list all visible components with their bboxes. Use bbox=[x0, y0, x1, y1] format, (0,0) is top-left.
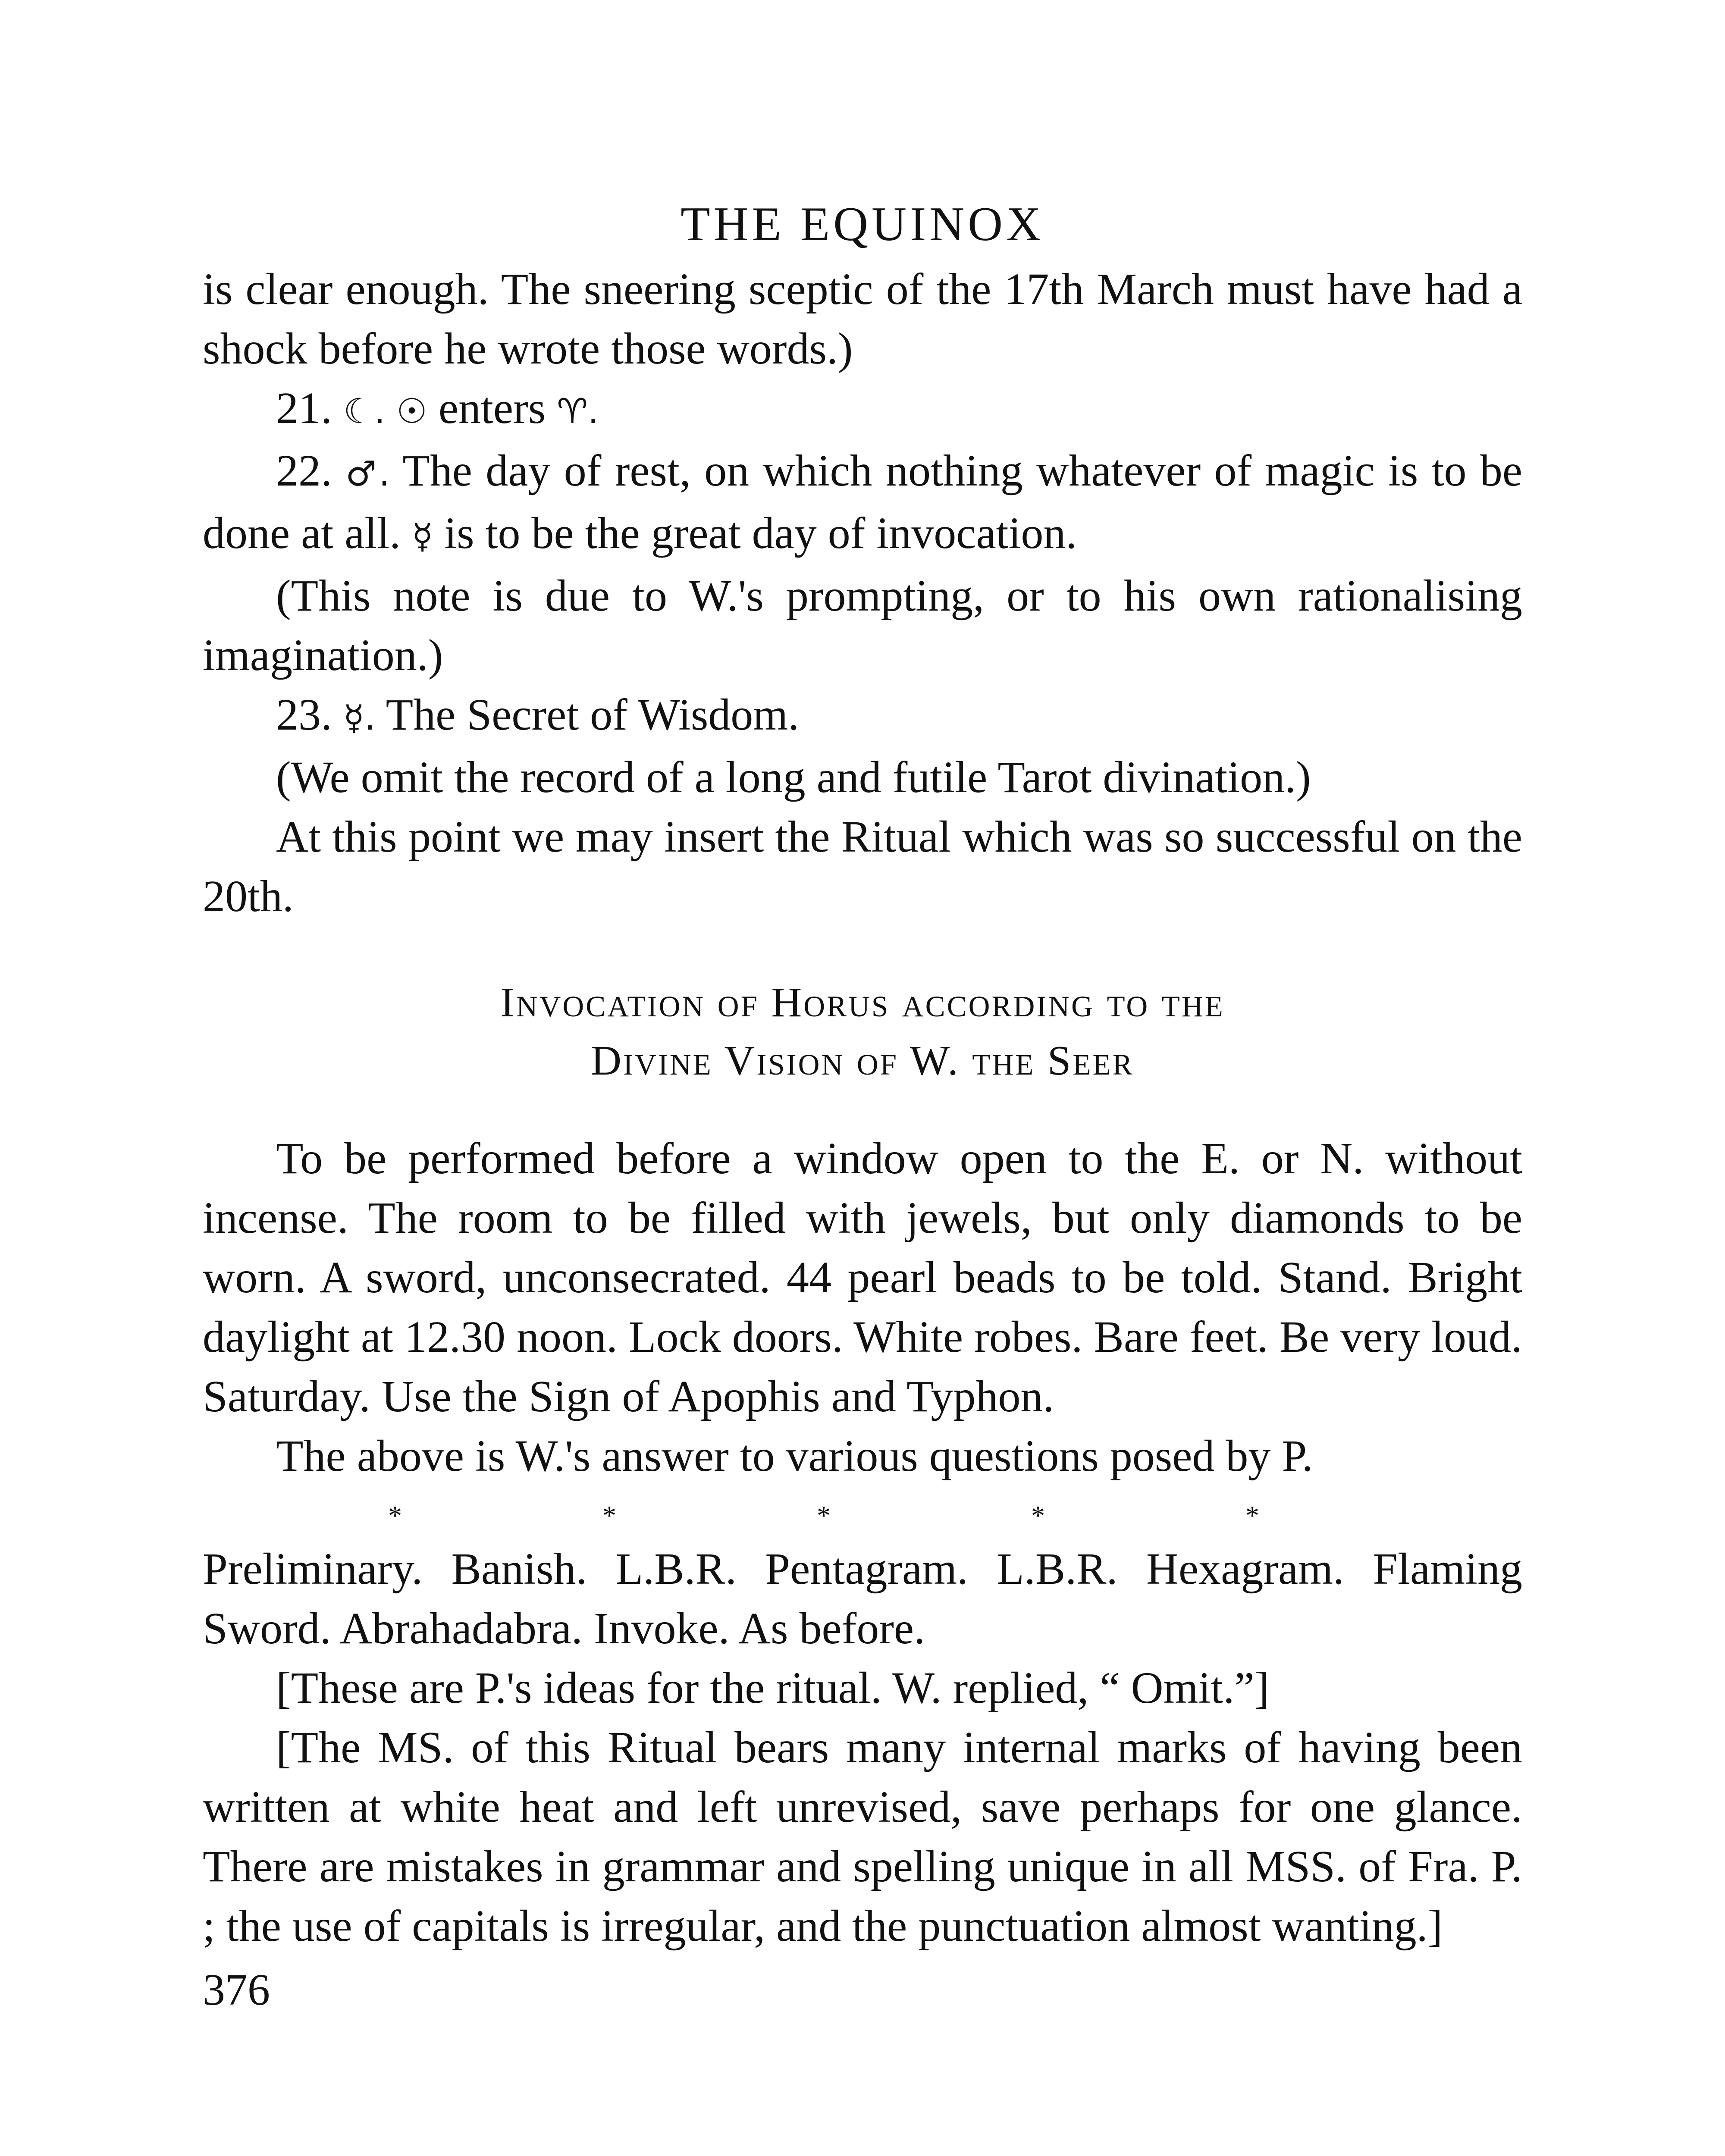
moon-icon: ☾. bbox=[343, 391, 386, 431]
asterisk-icon: * bbox=[1245, 1500, 1259, 1531]
entry-number: 22. bbox=[276, 446, 332, 495]
asterisk-icon: * bbox=[1031, 1500, 1045, 1531]
mars-icon: ♂. bbox=[345, 454, 390, 494]
entry-text: enters bbox=[438, 383, 546, 433]
mercury-icon: ☿. bbox=[343, 698, 376, 738]
mercury-icon: ☿ bbox=[412, 516, 433, 556]
section-heading bbox=[203, 974, 1522, 1090]
section-break bbox=[388, 1492, 1259, 1539]
entry-22 bbox=[203, 441, 1522, 566]
sun-icon: ☉ bbox=[396, 391, 427, 431]
paragraph-perform: To be performed before a window open to the E. or N. without incense. The room to be filled with jewels, but only diamonds to be worn. A sword, unconsecrated. 44 pearl beads to be told. Stand. Bright daylight at 12.30 noon. Lock doors. White robes. Bare feet. Be very loud. Saturday. Use the Sign of Apophis and Typhon. bbox=[203, 1134, 1522, 1421]
asterisk-icon: * bbox=[602, 1500, 616, 1531]
entry-23 bbox=[203, 685, 1522, 748]
paragraph-note: (This note is due to W.'s prompting, or to his own rationalising imagination.) bbox=[203, 571, 1522, 680]
entry-number: 21. bbox=[276, 383, 332, 433]
entry-text: is to be the great day of invocation. bbox=[444, 508, 1077, 558]
entry-text: The Secret of Wisdom. bbox=[386, 690, 800, 740]
running-head: THE EQUINOX bbox=[681, 197, 1044, 251]
asterisk-icon: * bbox=[817, 1500, 831, 1531]
heading-line: Invocation of Horus according to the bbox=[500, 979, 1225, 1026]
entry-21 bbox=[203, 379, 1522, 441]
paragraph-answer: The above is W.'s answer to various questions posed by P. bbox=[276, 1431, 1313, 1481]
paragraph-omit: (We omit the record of a long and futile Tarot divination.) bbox=[276, 752, 1311, 802]
asterisk-icon: * bbox=[388, 1500, 402, 1531]
paragraph-ms: [The MS. of this Ritual bears many internal marks of having been written at white heat and left unrevised, save perhaps for one glance. There are mistakes in grammar and spelling unique in all MSS. of Fra. P. ; the use of capitals is irregular, and the punctuation almost wanting.] bbox=[203, 1723, 1522, 1951]
heading-line: Divine Vision of W. the Seer bbox=[591, 1037, 1134, 1084]
entry-text: The day of rest, on which nothing whatever of magic is to be done at all. bbox=[203, 446, 1523, 558]
entry-number: 23. bbox=[276, 690, 332, 740]
aries-icon: ♈. bbox=[557, 391, 599, 431]
page-number: 376 bbox=[203, 1965, 270, 2015]
paragraph-clear-enough: is clear enough. The sneering sceptic of the 17th March must have had a shock before he wrote those words.) bbox=[203, 264, 1522, 373]
page bbox=[203, 194, 1522, 2018]
paragraph-ideas: [These are P.'s ideas for the ritual. W. replied, “ Omit.”] bbox=[276, 1663, 1270, 1713]
paragraph-preliminary: Preliminary. Banish. L.B.R. Pentagram. L.B.R. Hexagram. Flaming Sword. Abrahadabra. Invoke. As before. bbox=[203, 1544, 1522, 1653]
paragraph-insert: At this point we may insert the Ritual which was so successful on the 20th. bbox=[203, 812, 1522, 921]
